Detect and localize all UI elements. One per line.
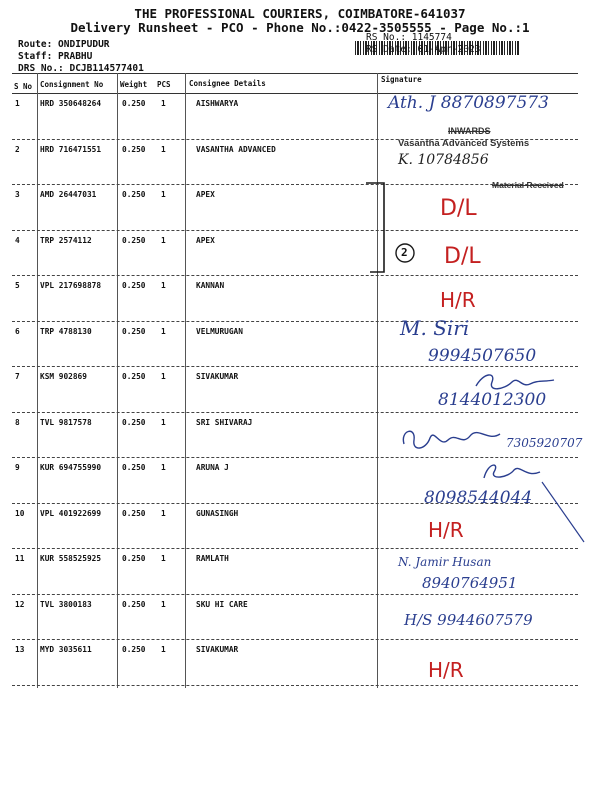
- column-divider: [37, 73, 38, 688]
- rs-date: RS Date: 01-Apr-2023: [366, 44, 481, 55]
- row-separator: [12, 230, 578, 231]
- hr-note-row-13: H/R: [428, 658, 464, 682]
- cell-consignee: RAMLATH: [196, 554, 229, 563]
- hr-note-row-10: H/R: [428, 518, 464, 542]
- cell-sno: 5: [15, 281, 20, 290]
- cell-weight: 0.250: [122, 99, 146, 108]
- cell-consignee: SIVAKUMAR: [196, 645, 239, 654]
- cell-weight: 0.250: [122, 508, 146, 518]
- cell-consignment: HRD 716471551: [40, 144, 102, 154]
- cell-weight: 0.250: [122, 235, 146, 245]
- cell-pcs: 1: [161, 190, 166, 199]
- row-separator: [12, 548, 578, 549]
- cell-sno: 11: [15, 554, 25, 563]
- rs-number: RS No.: 1145774: [366, 32, 452, 43]
- cell-pcs: 1: [161, 417, 166, 427]
- dl-note-row-4: D/L: [444, 244, 481, 269]
- cell-consignee: KANNAN: [196, 281, 225, 290]
- dl-note-row-3: D/L: [440, 196, 477, 221]
- cell-consignee: APEX: [196, 235, 215, 245]
- row-separator: [12, 321, 578, 322]
- cell-consignment: TVL 3800183: [40, 599, 92, 609]
- cell-consignee: AISHWARYA: [196, 99, 239, 108]
- cell-pcs: 1: [161, 99, 166, 108]
- cell-weight: 0.250: [122, 463, 146, 472]
- cell-weight: 0.250: [122, 372, 146, 381]
- material-received-stamp: Material Received: [492, 180, 564, 190]
- signature-row-2: K. 10784856: [398, 152, 489, 168]
- cell-weight: 0.250: [122, 417, 146, 427]
- cell-weight: 0.250: [122, 144, 146, 154]
- cell-sno: 4: [15, 235, 20, 245]
- cell-sno: 10: [15, 508, 25, 518]
- cell-consignee: SIVAKUMAR: [196, 372, 239, 381]
- col-header-consignee: Consignee Details: [189, 79, 266, 88]
- cell-pcs: 1: [161, 281, 166, 290]
- cell-consignment: KSM 902869: [40, 372, 87, 381]
- cell-consignment: KUR 694755990: [40, 463, 102, 472]
- cell-weight: 0.250: [122, 190, 146, 199]
- cell-sno: 12: [15, 599, 25, 609]
- vasantha-stamp: Vasantha Advanced Systems: [398, 138, 530, 149]
- cell-consignment: TRP 4788130: [40, 326, 92, 336]
- col-header-weight: Weight: [120, 80, 148, 89]
- row-separator: [12, 366, 578, 367]
- signature-scribble-row-9: [478, 458, 548, 484]
- cell-pcs: 1: [161, 235, 166, 245]
- column-divider: [377, 73, 378, 688]
- cell-pcs: 1: [161, 372, 166, 381]
- pen-stroke: [540, 480, 590, 550]
- cell-sno: 2: [15, 144, 20, 154]
- cell-sno: 8: [15, 417, 20, 427]
- cell-weight: 0.250: [122, 554, 146, 563]
- cell-weight: 0.250: [122, 281, 146, 290]
- inwards-stamp: INWARDS: [448, 126, 491, 136]
- runsheet-subtitle: Delivery Runsheet - PCO - Phone No.:0422-3505555 - Page No.:1: [70, 20, 530, 35]
- cell-weight: 0.250: [122, 645, 146, 654]
- column-divider: [117, 73, 118, 688]
- cell-consignment: MYD 3035611: [40, 645, 92, 654]
- bracket-mark: [364, 180, 394, 280]
- cell-consignee: SRI SHIVARAJ: [196, 417, 253, 427]
- cell-pcs: 1: [161, 326, 166, 336]
- circled-number: 2: [401, 246, 408, 259]
- row-separator: [12, 275, 578, 276]
- col-header-sno: S No: [14, 82, 33, 91]
- signature-row-8-phone: 7305920707: [506, 436, 583, 450]
- cell-consignment: AMD 26447031: [40, 190, 97, 199]
- table-top-rule: [12, 73, 578, 74]
- cell-consignment: KUR 558525925: [40, 554, 102, 563]
- cell-consignee: VELMURUGAN: [196, 326, 243, 336]
- col-header-consignment: Consignment No: [40, 80, 104, 89]
- cell-consignment: TVL 9817578: [40, 417, 92, 427]
- signature-row-1: Ath. J 8870897573: [388, 93, 549, 113]
- cell-consignment: HRD 350648264: [40, 99, 102, 108]
- signature-row-11-name: N. Jamir Husan: [398, 555, 492, 569]
- cell-sno: 3: [15, 190, 20, 199]
- row-separator: [12, 594, 578, 595]
- cell-sno: 13: [15, 645, 25, 654]
- drs-number: DRS No.: DCJB114577401: [18, 63, 144, 74]
- hr-note-row-5: H/R: [440, 288, 476, 312]
- row-separator: [12, 412, 578, 413]
- cell-consignee: ARUNA J: [196, 463, 229, 472]
- cell-consignment: TRP 2574112: [40, 235, 92, 245]
- cell-consignee: VASANTHA ADVANCED: [196, 144, 276, 154]
- cell-pcs: 1: [161, 554, 166, 563]
- signature-row-6-phone: 9994507650: [428, 346, 537, 366]
- row-separator: [12, 685, 578, 686]
- signature-row-6-name: M. Siri: [400, 316, 470, 340]
- cell-consignment: VPL 217698878: [40, 281, 102, 290]
- cell-pcs: 1: [161, 508, 166, 518]
- col-header-pcs: PCS: [157, 80, 171, 89]
- row-separator: [12, 639, 578, 640]
- signature-row-12: H/S 9944607579: [404, 611, 533, 629]
- staff-label: Staff: PRABHU: [18, 51, 93, 62]
- company-title: THE PROFESSIONAL COURIERS, COIMBATORE-641037: [134, 6, 466, 21]
- signature-row-7-phone: 8144012300: [438, 390, 547, 410]
- cell-sno: 9: [15, 463, 20, 472]
- cell-weight: 0.250: [122, 326, 146, 336]
- signature-row-9-phone: 8098544044: [424, 488, 533, 508]
- cell-consignee: SKU HI CARE: [196, 599, 248, 609]
- cell-consignee: GUNASINGH: [196, 508, 239, 518]
- cell-consignment: VPL 401922699: [40, 508, 102, 518]
- cell-pcs: 1: [161, 144, 166, 154]
- cell-sno: 1: [15, 99, 20, 108]
- signature-scribble-row-8: [396, 422, 506, 456]
- cell-pcs: 1: [161, 599, 166, 609]
- cell-sno: 7: [15, 372, 20, 381]
- route-label: Route: ONDIPUDUR: [18, 39, 110, 50]
- cell-consignee: APEX: [196, 190, 215, 199]
- signature-row-11-phone: 8940764951: [422, 574, 518, 592]
- cell-pcs: 1: [161, 463, 166, 472]
- column-divider: [185, 73, 186, 688]
- cell-sno: 6: [15, 326, 20, 336]
- cell-pcs: 1: [161, 645, 166, 654]
- col-header-signature: Signature: [381, 75, 422, 84]
- cell-weight: 0.250: [122, 599, 146, 609]
